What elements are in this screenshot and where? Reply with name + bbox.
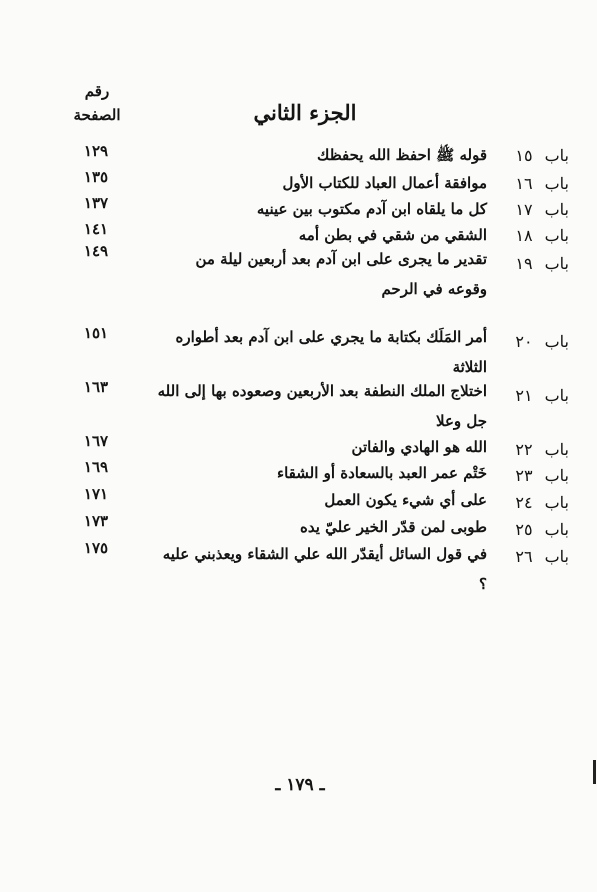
chapter-number: ٢٥ [515, 520, 533, 539]
entry-title: طوبى لمن قدّر الخير عليّ يده [300, 518, 487, 536]
entry-page-number: ١٤١ [83, 220, 109, 238]
entry-page-number: ١٤٩ [83, 242, 109, 260]
chapter-word: باب [544, 146, 569, 165]
chapter-label [499, 254, 569, 273]
chapter-word: باب [544, 174, 569, 193]
chapter-number: ١٨ [515, 226, 533, 245]
chapter-word: باب [544, 200, 569, 219]
chapter-word: باب [544, 254, 569, 273]
chapter-label [499, 226, 569, 245]
entry-page-number: ١٣٧ [83, 194, 109, 212]
chapter-label [499, 466, 569, 485]
chapter-word: باب [544, 386, 569, 405]
entry-title: على أي شيء يكون العمل [324, 491, 487, 509]
entry-title: أمر المَلَك بكتابة ما يجري على ابن آدم بعد أطواره الثلاثة [175, 328, 487, 376]
chapter-word: باب [544, 466, 569, 485]
chapter-word: باب [544, 547, 569, 566]
column-label-line1: رقم [84, 82, 110, 100]
chapter-word: باب [544, 226, 569, 245]
chapter-word: باب [544, 440, 569, 459]
chapter-label [499, 174, 569, 193]
chapter-number: ٢٤ [515, 493, 533, 512]
entry-page-number: ١٧١ [83, 485, 109, 503]
section-title: الجزء الثاني [253, 100, 357, 125]
entry-page-number: ١٣٥ [83, 168, 109, 186]
entry-title: الشقي من شقي في بطن أمه [298, 226, 487, 244]
chapter-number: ١٩ [515, 254, 533, 273]
column-label-line2: الصفحة [73, 106, 121, 124]
footer-page-number: ـ ١٧٩ ـ [275, 775, 325, 795]
entry-page-number: ١٦٧ [83, 432, 109, 450]
scan-edge-mark [593, 760, 596, 784]
entry-page-number: ١٦٣ [83, 378, 109, 396]
entry-page-number: ١٧٣ [83, 512, 109, 530]
chapter-word: باب [544, 520, 569, 539]
entry-page-number: ١٥١ [83, 324, 109, 342]
chapter-word: باب [544, 493, 569, 512]
entry-title: اختلاج الملك النطفة بعد الأربعين وصعوده بها إلى الله جل وعلا [157, 382, 487, 430]
chapter-number: ١٦ [515, 174, 533, 193]
chapter-number: ٢١ [515, 386, 533, 405]
entry-title: تقدير ما يجرى على ابن آدم بعد أربعين ليلة من وقوعه في الرحم [195, 250, 487, 298]
chapter-number: ٢٣ [515, 466, 533, 485]
chapter-label [499, 520, 569, 539]
chapter-number: ٢٠ [515, 332, 533, 351]
entry-title: كل ما يلقاه ابن آدم مكتوب بين عينيه [256, 200, 487, 218]
entry-page-number: ١٦٩ [83, 458, 109, 476]
entry-title: خَتْم عمر العبد بالسعادة أو الشقاء [277, 464, 487, 482]
chapter-word: باب [544, 332, 569, 351]
chapter-label [499, 547, 569, 566]
entry-title: قوله ﷺ احفظ الله يحفظك [317, 146, 487, 164]
entry-title: موافقة أعمال العباد للكتاب الأول [282, 174, 487, 192]
chapter-label [499, 146, 569, 165]
chapter-number: ١٧ [515, 200, 533, 219]
entry-page-number: ١٧٥ [83, 539, 109, 557]
entry-page-number: ١٢٩ [83, 142, 109, 160]
chapter-label [499, 386, 569, 405]
chapter-label [499, 440, 569, 459]
chapter-number: ٢٦ [515, 547, 533, 566]
chapter-label [499, 493, 569, 512]
chapter-label [499, 200, 569, 219]
entry-title: في قول السائل أيقدّر الله علي الشقاء ويعذبني عليه ؟ [162, 545, 487, 593]
chapter-number: ٢٢ [515, 440, 533, 459]
chapter-label [499, 332, 569, 351]
chapter-number: ١٥ [515, 146, 533, 165]
entry-title: الله هو الهادي والفاتن [351, 438, 487, 456]
